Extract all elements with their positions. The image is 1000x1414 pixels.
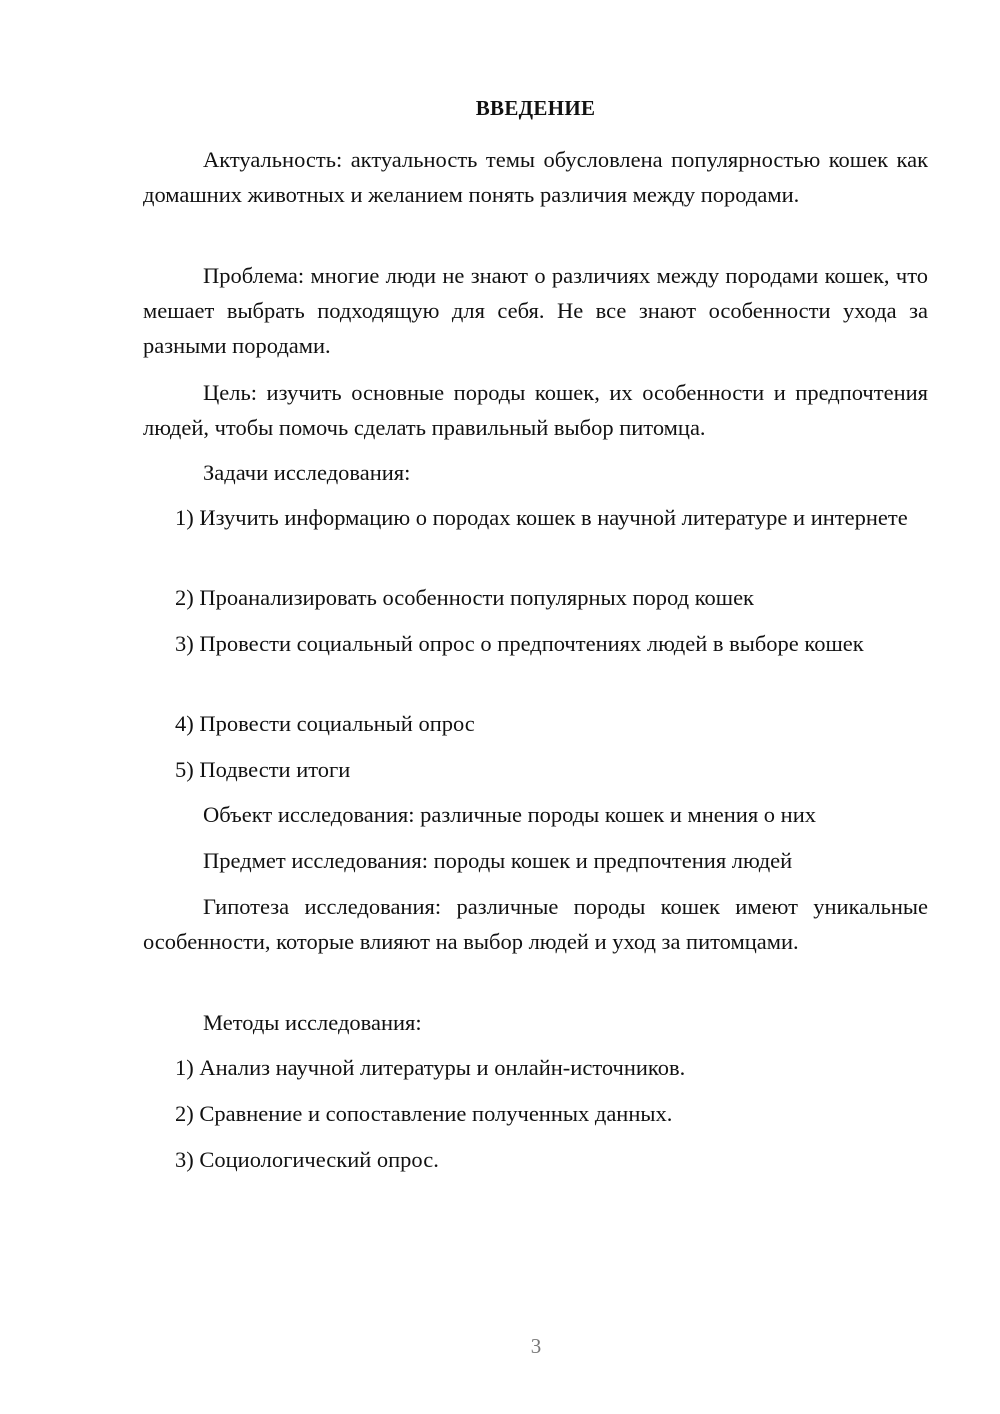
task-item: 3) Провести социальный опрос о предпочтениях людей в выборе кошек bbox=[175, 631, 864, 656]
page-title: ВВЕДЕНИЕ bbox=[475, 96, 596, 120]
tasks-heading: Задачи исследования: bbox=[203, 460, 411, 485]
hypothesis-paragraph: Гипотеза исследования: различные породы кошек имеют уникальные особенности, которые влияют на выбор людей и уход за питомцами. bbox=[143, 894, 928, 954]
goal-paragraph: Цель: изучить основные породы кошек, их особенности и предпочтения людей, чтобы помочь сделать правильный выбор питомца. bbox=[143, 380, 928, 440]
task-item: 2) Проанализировать особенности популярных пород кошек bbox=[175, 585, 754, 610]
method-item: 3) Социологический опрос. bbox=[175, 1147, 439, 1172]
subject-paragraph: Предмет исследования: породы кошек и предпочтения людей bbox=[203, 848, 793, 873]
task-item: 4) Провести социальный опрос bbox=[175, 711, 475, 736]
methods-heading: Методы исследования: bbox=[203, 1010, 422, 1035]
page-number: 3 bbox=[530, 1334, 542, 1358]
problem-paragraph: Проблема: многие люди не знают о различиях между породами кошек, что мешает выбрать подходящую для себя. Не все знают особенности ухода за разными породами. bbox=[143, 263, 928, 358]
relevance-paragraph: Актуальность: актуальность темы обусловлена популярностью кошек как домашних животных и желанием понять различия между породами. bbox=[143, 147, 928, 207]
task-item: 1) Изучить информацию о породах кошек в научной литературе и интернете bbox=[175, 505, 908, 530]
method-item: 1) Анализ научной литературы и онлайн-источников. bbox=[175, 1055, 686, 1080]
object-paragraph: Объект исследования: различные породы кошек и мнения о них bbox=[203, 802, 817, 827]
task-item: 5) Подвести итоги bbox=[175, 757, 351, 782]
method-item: 2) Сравнение и сопоставление полученных данных. bbox=[175, 1101, 673, 1126]
